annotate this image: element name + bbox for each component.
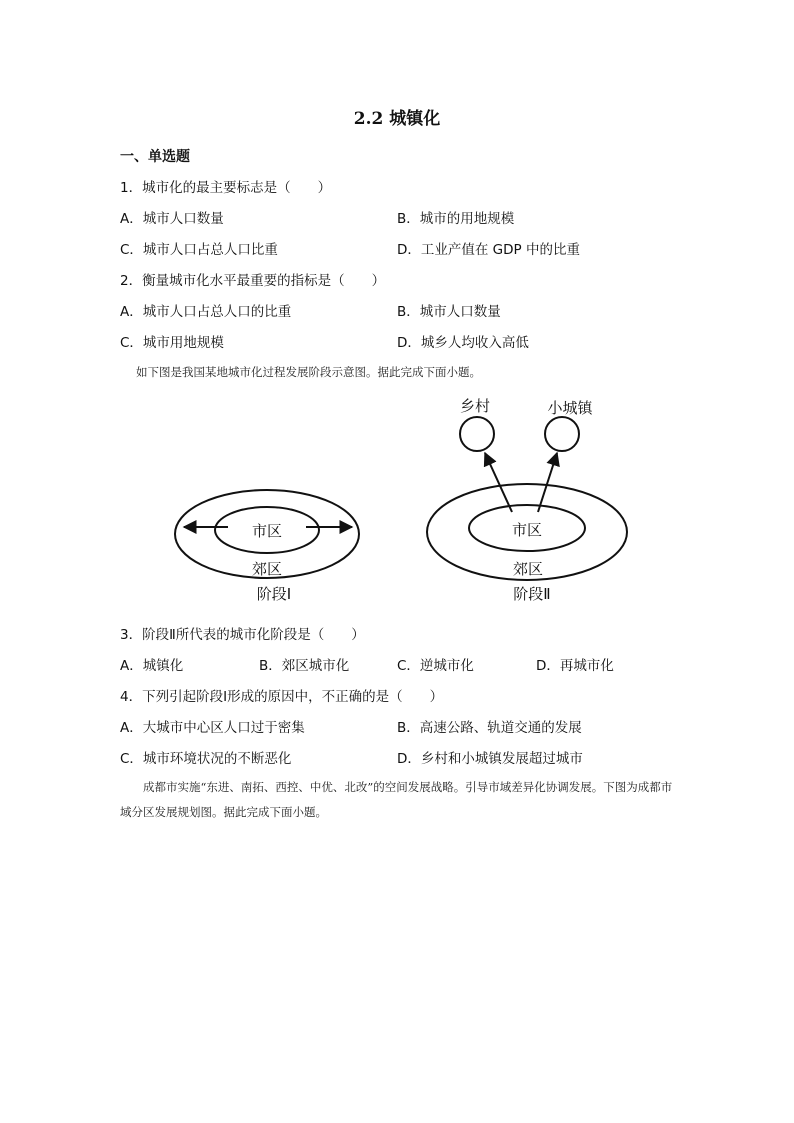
section-heading: 一、单选题 [120, 149, 190, 165]
question-2-option-b: B．城市人口数量 [397, 304, 501, 320]
question-2-option-a: A．城市人口占总人口的比重 [120, 304, 292, 320]
question-1-option-a: A．城市人口数量 [120, 211, 224, 227]
stage-2-caption: 阶段Ⅱ [513, 585, 551, 603]
village-label: 乡村 [459, 397, 491, 415]
arrow-to-village [485, 453, 512, 512]
urbanization-stage-diagram [160, 392, 630, 610]
question-4-option-b: B．高速公路、轨道交通的发展 [397, 720, 582, 736]
small-town-circle [545, 417, 579, 451]
question-1-option-c: C．城市人口占总人口比重 [120, 242, 278, 258]
stage-2-center-label: 市区 [511, 521, 543, 539]
figure-2-intro: 成都市实施“东进、南拓、西控、中优、北改”的空间发展战略。引导市域差异化协调发展。下图为成都市域分区发展规划图。据此完成下面小题。 [120, 780, 673, 819]
figure-1-intro: 如下图是我国某地城市化过程发展阶段示意图。据此完成下面小题。 [136, 365, 481, 379]
stage-2-ring-label: 郊区 [512, 560, 544, 578]
question-3-option-b: B．郊区城市化 [259, 658, 350, 674]
arrow-to-small-town [538, 453, 557, 512]
question-2-stem: 2．衡量城市化水平最重要的指标是（ ） [120, 273, 386, 289]
question-1-option-d: D．工业产值在 GDP 中的比重 [397, 242, 580, 258]
question-4-option-a: A．大城市中心区人口过于密集 [120, 720, 305, 736]
stage-1-center-label: 市区 [251, 522, 283, 540]
stage-1-caption: 阶段Ⅰ [256, 585, 292, 603]
question-4-option-c: C．城市环境状况的不断恶化 [120, 751, 292, 767]
question-3-option-d: D．再城市化 [536, 658, 614, 674]
question-2-option-d: D．城乡人均收入高低 [397, 335, 529, 351]
question-3-stem: 3．阶段Ⅱ所代表的城市化阶段是（ ） [120, 627, 365, 643]
question-4-option-d: D．乡村和小城镇发展超过城市 [397, 751, 583, 767]
village-circle [460, 417, 494, 451]
question-2-option-c: C．城市用地规模 [120, 335, 224, 351]
stage-1-ring-label: 郊区 [251, 560, 283, 578]
question-3-option-c: C．逆城市化 [397, 658, 474, 674]
question-4-stem: 4．下列引起阶段Ⅰ形成的原因中，不正确的是（ ） [120, 689, 444, 705]
question-1-stem: 1．城市化的最主要标志是（ ） [120, 180, 332, 196]
small-town-label: 小城镇 [547, 399, 593, 417]
question-3-option-a: A．城镇化 [120, 658, 184, 674]
page-title: 2.2 城镇化 [353, 109, 441, 129]
question-1-option-b: B．城市的用地规模 [397, 211, 515, 227]
